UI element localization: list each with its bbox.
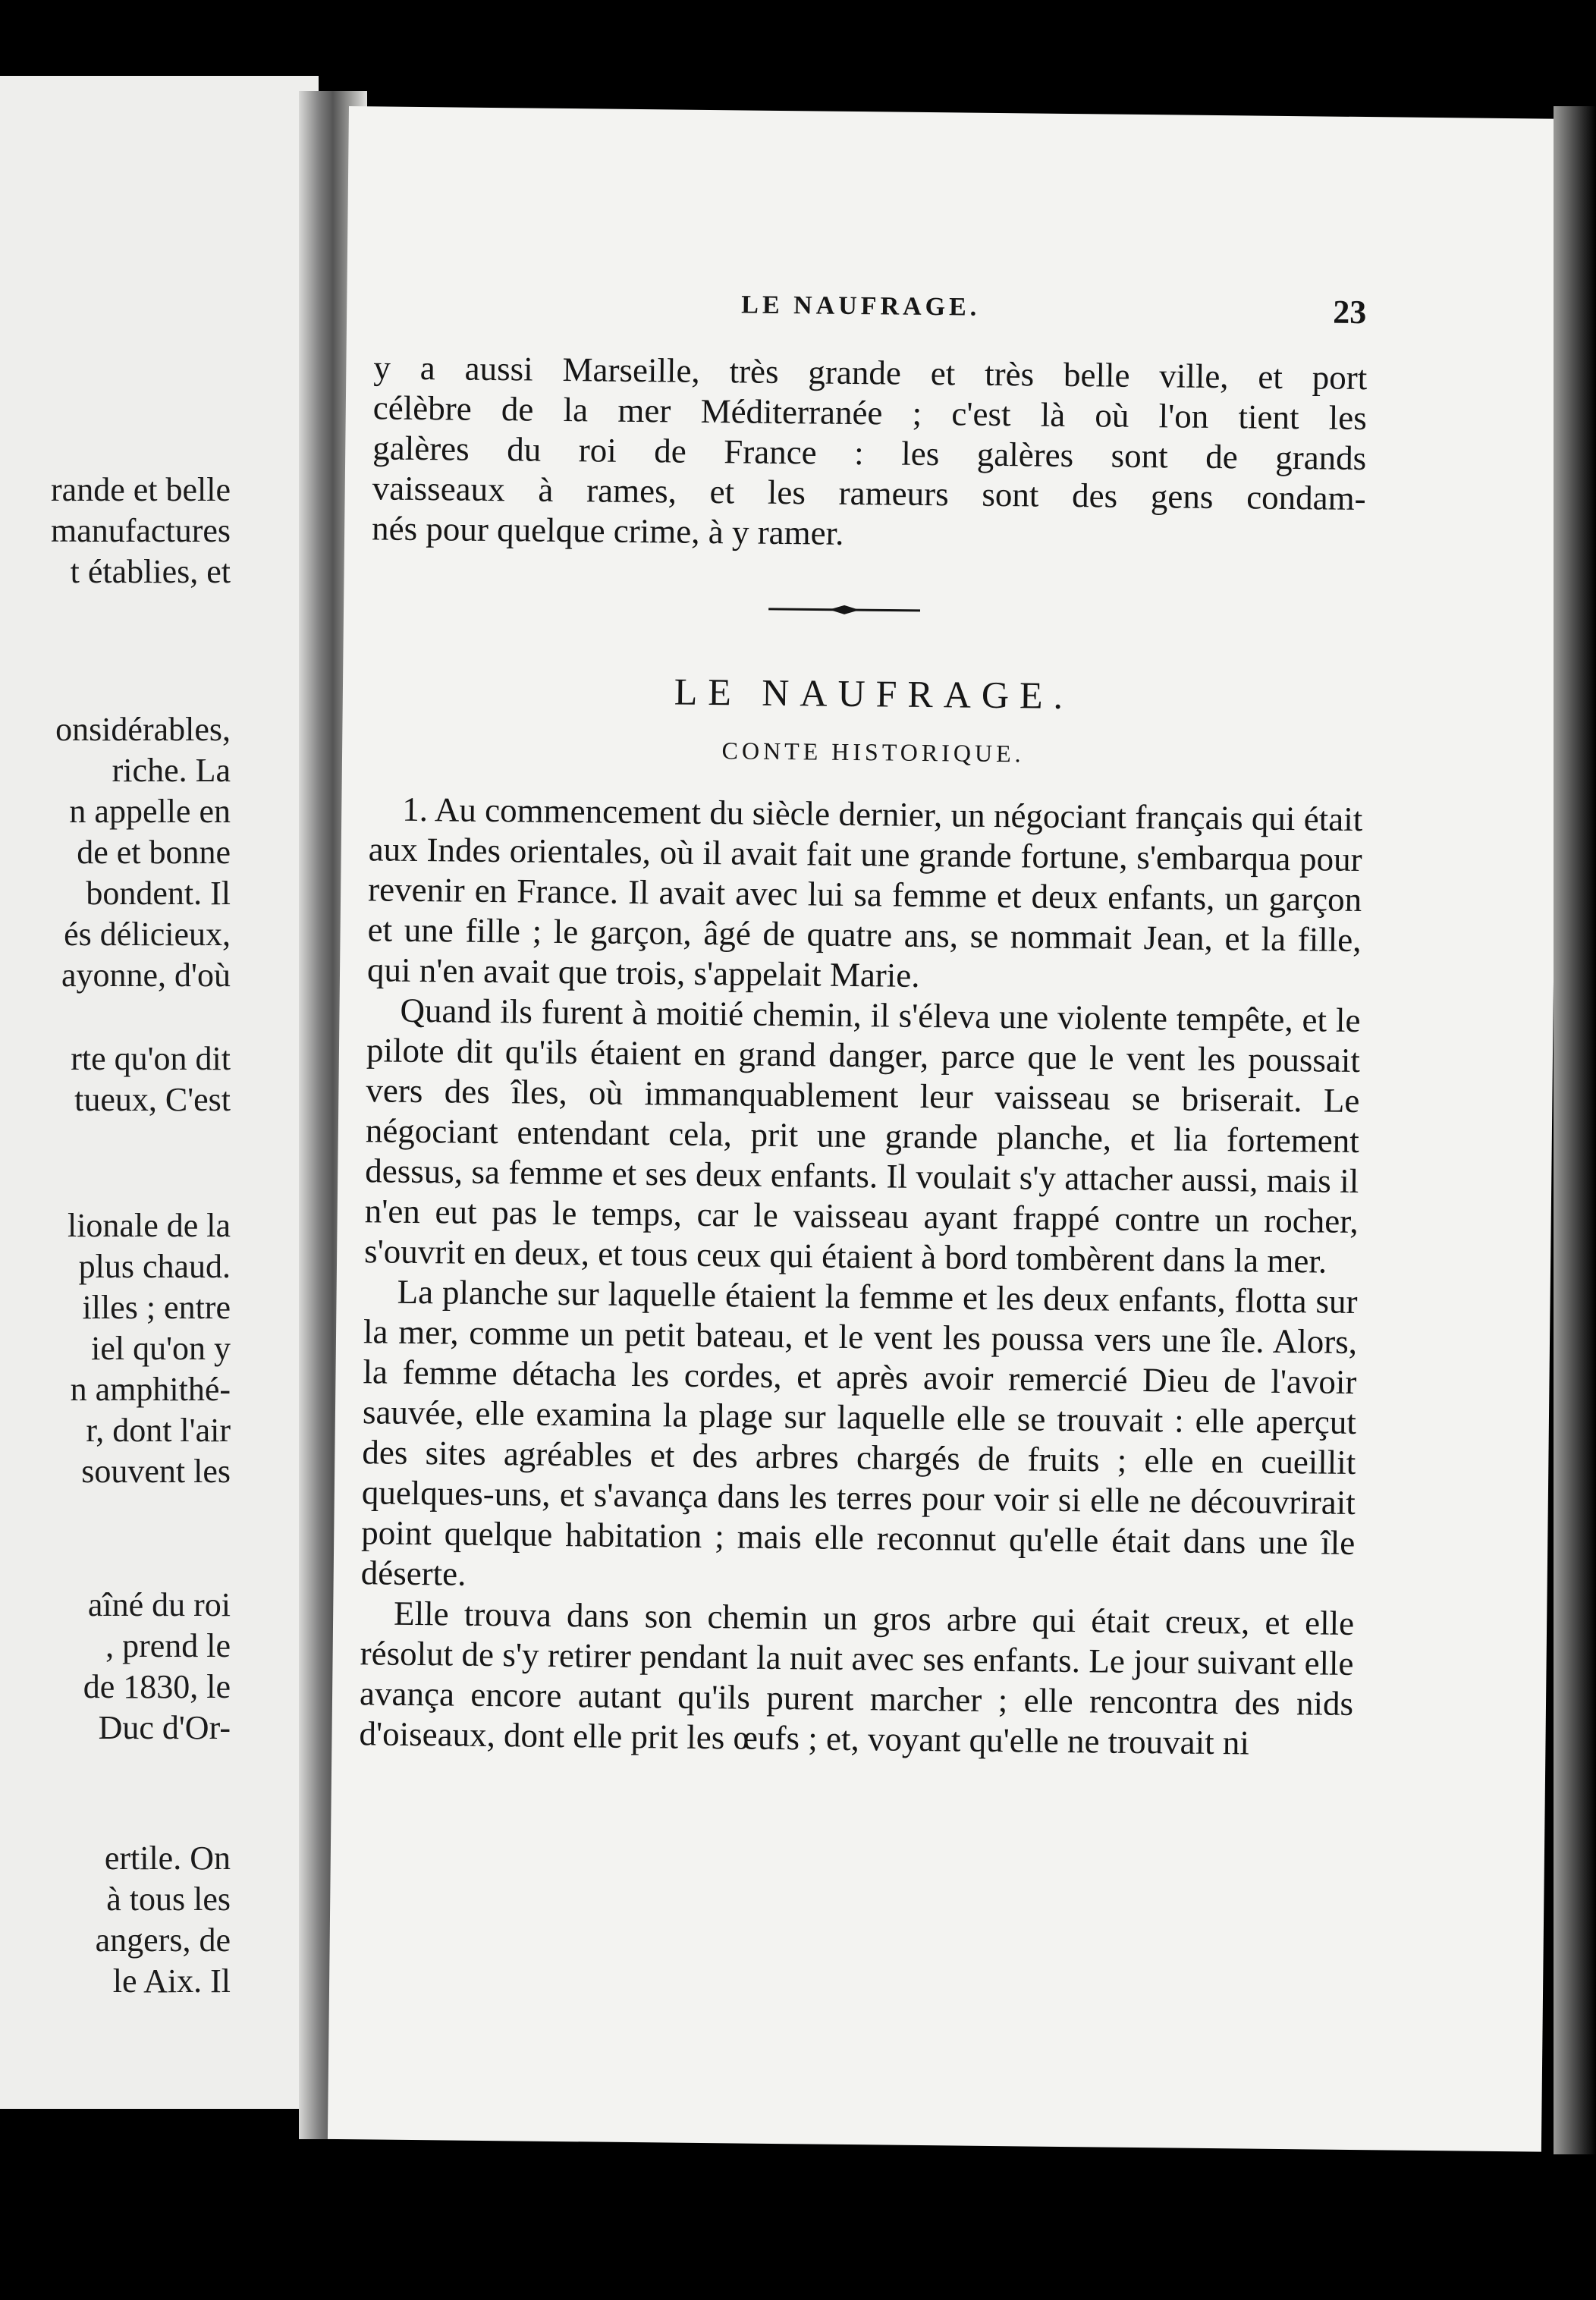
running-head: LE NAUFRAGE. — [741, 291, 981, 322]
left-page-line: riche. La — [112, 752, 231, 789]
left-page-line: souvent les — [81, 1453, 231, 1490]
left-page-line: Duc d'Or- — [98, 1709, 231, 1746]
section-divider-ornament — [768, 604, 920, 616]
left-page-line: le Aix. Il — [112, 1962, 231, 2000]
page-number: 23 — [1332, 293, 1367, 331]
continuation-text — [372, 347, 1368, 559]
left-page-line: tueux, C'est — [74, 1081, 231, 1118]
left-page-line: de et bonne — [77, 834, 231, 871]
story-paragraph: Quand ils furent à moitié chemin, il s'éleva une violente tempête, et le pilote dit qu'ils étaient en grand danger, parce que le vent les poussait vers des îles, où immanquablement leur vaisseau se briserait. Le négociant entendant cela, prit une grande planche, et lia fortement dessus, sa femme et ses deux enfants. Il voulait s'y attacher aussi, mais il n'en eut pas le temps, car le vaisseau ayant frappé contre un rocher, s'ouvrit en deux, et tous ceux qui étaient à bord tombèrent dans la mer. — [363, 991, 1361, 1280]
left-page-line: n appelle en — [69, 793, 231, 830]
story-title: LE NAUFRAGE. — [674, 670, 1074, 718]
left-page-line: , prend le — [105, 1627, 231, 1664]
continuation-line: célèbre de la mer Méditerranée ; c'est là où l'on tient les — [372, 388, 1368, 438]
left-page-line: rte qu'on dit — [71, 1040, 231, 1077]
continuation-line: vaisseaux à rames, et les rameurs sont des gens condam- — [372, 469, 1366, 518]
left-page-line: rande et belle — [51, 471, 231, 508]
continuation-line: nés pour quelque crime, à y ramer. — [371, 509, 844, 552]
left-page-line: à tous les — [106, 1881, 231, 1918]
continuation-line: galères du roi de France : les galères sont de grands — [372, 429, 1367, 478]
left-page-line: onsidérables, — [55, 711, 231, 748]
left-page-line: ayonne, d'où — [61, 957, 231, 994]
left-facing-page — [0, 76, 319, 2109]
right-page — [328, 106, 1563, 2152]
left-page-line: plus chaud. — [78, 1248, 231, 1285]
left-page-line: de 1830, le — [83, 1668, 231, 1705]
left-page-line: lionale de la — [67, 1207, 231, 1244]
left-page-line: n amphithé- — [70, 1371, 231, 1408]
story-body — [359, 789, 1362, 1764]
left-page-line: és délicieux, — [64, 916, 231, 953]
left-page-line: bondent. Il — [86, 875, 231, 912]
left-page-line: r, dont l'air — [86, 1412, 231, 1449]
story-paragraph: 1. Au commencement du siècle dernier, un négociant français qui était aux Indes orientales, où il avait fait une grande fortune, s'embarqua pour revenir en France. Il avait avec lui sa femme et deux enfants, un garçon et une fille ; le garçon, âgé de quatre ans, se nommait Jean, et la fille, qui n'en avait que trois, s'appelait Marie. — [366, 790, 1363, 994]
continuation-line: y a aussi Marseille, très grande et très belle ville, et port — [373, 348, 1368, 397]
page-edge-shadow — [1554, 106, 1596, 2154]
left-page-line: illes ; entre — [82, 1289, 231, 1326]
left-page-line: angers, de — [95, 1921, 231, 1959]
story-paragraph: Elle trouva dans son chemin un gros arbre qui était creux, et elle résolut de s'y retirer pendant la nuit avec ses enfants. Le jour suivant elle avança encore autant qu'ils purent marcher ; elle rencontra des nids d'oiseaux, dont elle prit les œufs ; et, voyant qu'elle ne trouvait ni — [359, 1594, 1355, 1762]
left-page-line: aîné du roi — [87, 1586, 231, 1623]
story-subtitle: CONTE HISTORIQUE. — [721, 737, 1025, 768]
left-page-line: iel qu'on y — [91, 1330, 231, 1367]
left-page-line: t établies, et — [70, 553, 231, 590]
left-page-line: ertile. On — [104, 1840, 231, 1877]
left-page-line: manufactures — [51, 512, 231, 549]
story-paragraph: La planche sur laquelle étaient la femme et les deux enfants, flotta sur la mer, comme un petit bateau, et le vent les poussa vers une île. Alors, la femme détacha les cordes, et après avoir remercié Dieu de l'avoir sauvée, elle examina la plage sur laquelle elle se trouvait : elle aperçut des sites agréables et des arbres chargés de fruits ; elle en cueillit quelques-uns, et s'avança dans les terres pour voir si elle ne découvrirait point quelque habitation ; mais elle reconnut qu'elle était dans une île déserte. — [360, 1272, 1358, 1593]
